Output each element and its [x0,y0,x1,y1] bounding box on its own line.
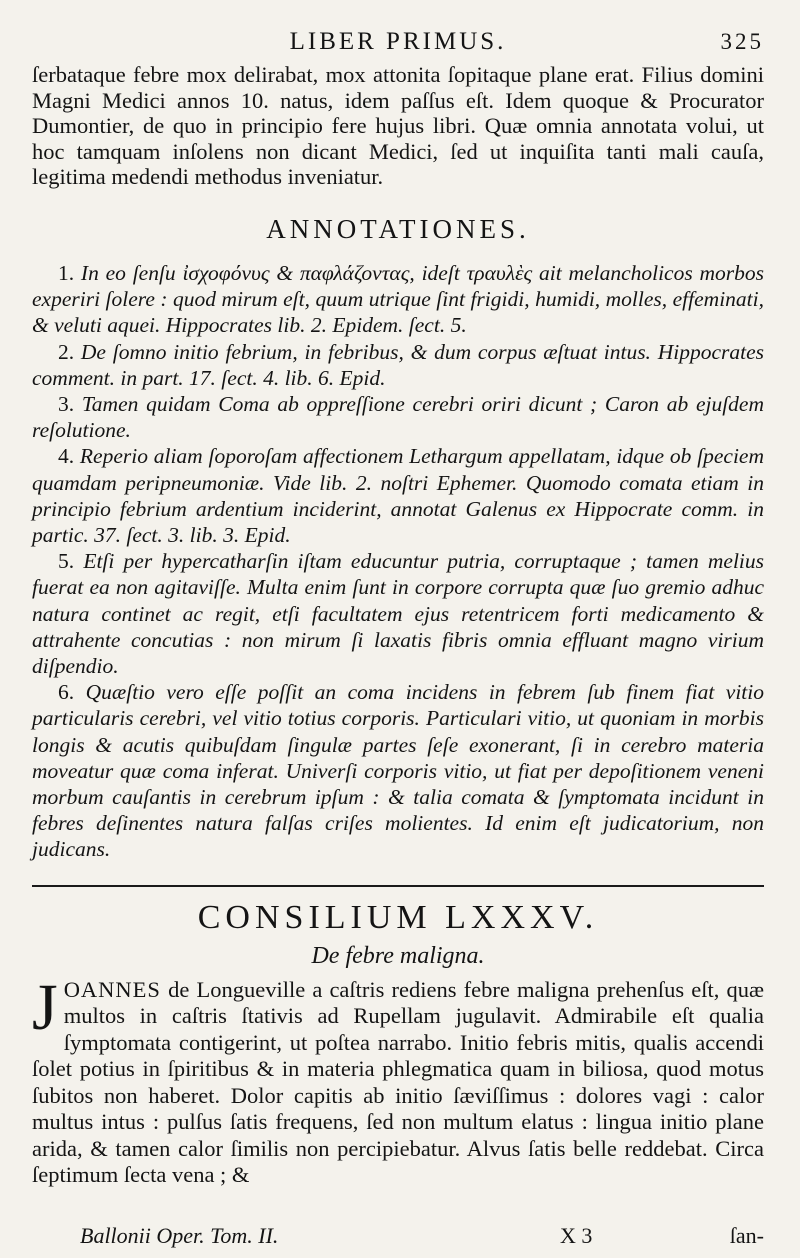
annotation-text: Etſi per hypercatharſin iſtam educuntur putria, corruptaque ; tamen melius fuerat ea non agitaviſſe. Multa enim ſunt in corpore corrupta quæ ſuo gremio adhuc natura continet ac regit, etſi facultatem ejus retentricem forti medicamento & attrahente concutias : non mirum ſi laxatis fibris omnia effluant magno virium diſpendio. [32,549,765,679]
page-footer [80,1222,764,1250]
annotation-item: 3. Tamen quidam Coma ab oppreſſione cerebri oriri dicunt ; Caron ab ejuſdem reſolutione. [32,391,764,443]
annotation-item: 2. De ſomno initio febrium, in febribus, & dum corpus æſtuat intus. Hippocrates comment. in part. 17. ſect. 4. lib. 6. Epid. [32,339,765,390]
annotation-text: Quæſtio vero eſſe poſſit an coma incidens in febrem ſub finem fiat vitio particularis cerebri, vel vitio totius corporis. Particulari vitio, ut quoniam in morbis longis & acutis quibuſdam ſingulæ partes ſeſe exonerant, ſi in cerebro materia moveatur quæ coma inferat. Univerſi corporis vitio, ut fiat per depoſitionem veneni morbum cauſantis in cerebrum ipſum : & talia comata & ſymptomata incidunt in febres deſinentes natura falſas criſes molientes. Id enim eſt judicatorium, non judicans. [32,680,764,862]
catchword: ſan- [729,1223,764,1248]
signature-mark: X 3 [560,1223,593,1248]
annotation-text: In eo ſenſu ἰσχοφόνυς & παφλάζοντας, ideſt τραυλὲς ait melancholicos morbos experiri ſolere : quod mirum eſt, quum utrique ſint frigidi, humidi, molles, effeminati, & veluti aquei. Hippocrates lib. 2. Epidem. ſect. 5. [32,260,765,338]
running-header [32,22,764,62]
first-word: OANNES [63,976,161,1002]
footer-source: Ballonii Oper. Tom. II. [80,1223,279,1248]
consilium-body [32,970,764,1189]
annotation-text: Reperio aliam ſoporoſam affectionem Lethargum appellatam, idque ob ſpeciem quamdam peripneumoniæ. Vide lib. 2. noſtri Ephemer. Quomodo comata etiam in principio febrium ardentium inciderint, annotat Galenus ex Hippocrate comm. in partic. 37. ſect. 3. lib. 3. Epid. [32,444,764,547]
annotation-item: 1. In eo ſenſu ἰσχοφόνυς & παφλάζοντας, ideſt τραυλὲς ait melancholicos morbos experiri ſolere : quod mirum eſt, quum utrique ſint frigidi, humidi, molles, effeminati, & veluti aquei. Hippocrates lib. 2. Epidem. ſect. 5. [32,260,765,338]
annotations-list [32,260,764,863]
annotation-item: 5. Etſi per hypercatharſin iſtam educuntur putria, corruptaque ; tamen melius fuerat ea non agitaviſſe. Multa enim ſunt in corpore corrupta quæ ſuo gremio adhuc natura continet ac regit, etſi facultatem ejus retentricem forti medicamento & attrahente concutias : non mirum ſi laxatis fibris omnia effluant magno virium diſpendio. [32,549,765,679]
section-divider [32,885,764,887]
consilium-subtitle: De febre maligna. [311,942,485,969]
annotation-text: Tamen quidam Coma ab oppreſſione cerebri oriri dicunt ; Caron ab ejuſdem reſolutione. [32,391,764,443]
annotation-text: De ſomno initio febrium, in febribus, & dum corpus æſtuat intus. Hippocrates comment. in part. 17. ſect. 4. lib. 6. Epid. [32,339,765,390]
annotation-item: 6. Quæſtio vero eſſe poſſit an coma incidens in febrem ſub finem fiat vitio particularis cerebri, vel vitio totius corporis. Particulari vitio, ut quoniam in morbis longis & acutis quibuſdam ſingulæ partes ſeſe exonerant, ſi in cerebro materia moveatur quæ coma inferat. Univerſi corporis vitio, ut fiat per depoſitionem veneni morbum cauſantis in cerebrum ipſum : & talia comata & ſymptomata incidunt in febres deſinentes natura falſas criſes molientes. Id enim eſt judicatorium, non judicans. [32,680,764,862]
intro-paragraph: ſerbataque febre mox delirabat, mox attonita ſopitaque plane erat. Filius domini Magni Medici annos 10. natus, idem paſſus eſt. Idem quoque & Procurator Dumontier, de quo in principio fere hujus libri. Quæ omnia annotata volui, ut hoc tamquam inſolens non dicant Medici, ſed ut inquiſita tanti mali cauſa, legitima medendi methodus inveniatur. [32,62,764,190]
running-title: LIBER PRIMUS. [289,28,507,55]
consilium-text: de Longueville a caſtris rediens febre maligna prehenſus eſt, quæ multos in caſtris ſtativis ad Rupellam jugulavit. Admirabile eſt qualia ſymptomata contigerint, ut poſtea narrabo. Initio febris mitis, qualis accendi ſolet potius in ſpiritibus & in materia phlegmatica quam in biliosa, quod motus ſubitos non haberet. Dolor capitis ab initio ſæviſſimus : dolores vagi : calor multus intus : pulſus ſatis frequens, ſed non multum elatus : lingua initio plane arida, & tamen calor ſimilis non percipiebatur. Alvus ſatis belle reddebat. Circa ſeptimum ſecta vena ; & [32,976,764,1188]
consilium-title: CONSILIUM LXXXV. [197,898,599,936]
annotations-title: ANNOTATIONES. [266,213,530,244]
drop-cap: J [32,970,58,1044]
annotation-item: 4. Reperio aliam ſoporoſam affectionem Lethargum appellatam, idque ob ſpeciem quamdam peripneumoniæ. Vide lib. 2. noſtri Ephemer. Quomodo comata etiam in principio febrium ardentium inciderint, annotat Galenus ex Hippocrate comm. in partic. 37. ſect. 3. lib. 3. Epid. [32,444,764,547]
page-number: 325 [720,29,764,54]
